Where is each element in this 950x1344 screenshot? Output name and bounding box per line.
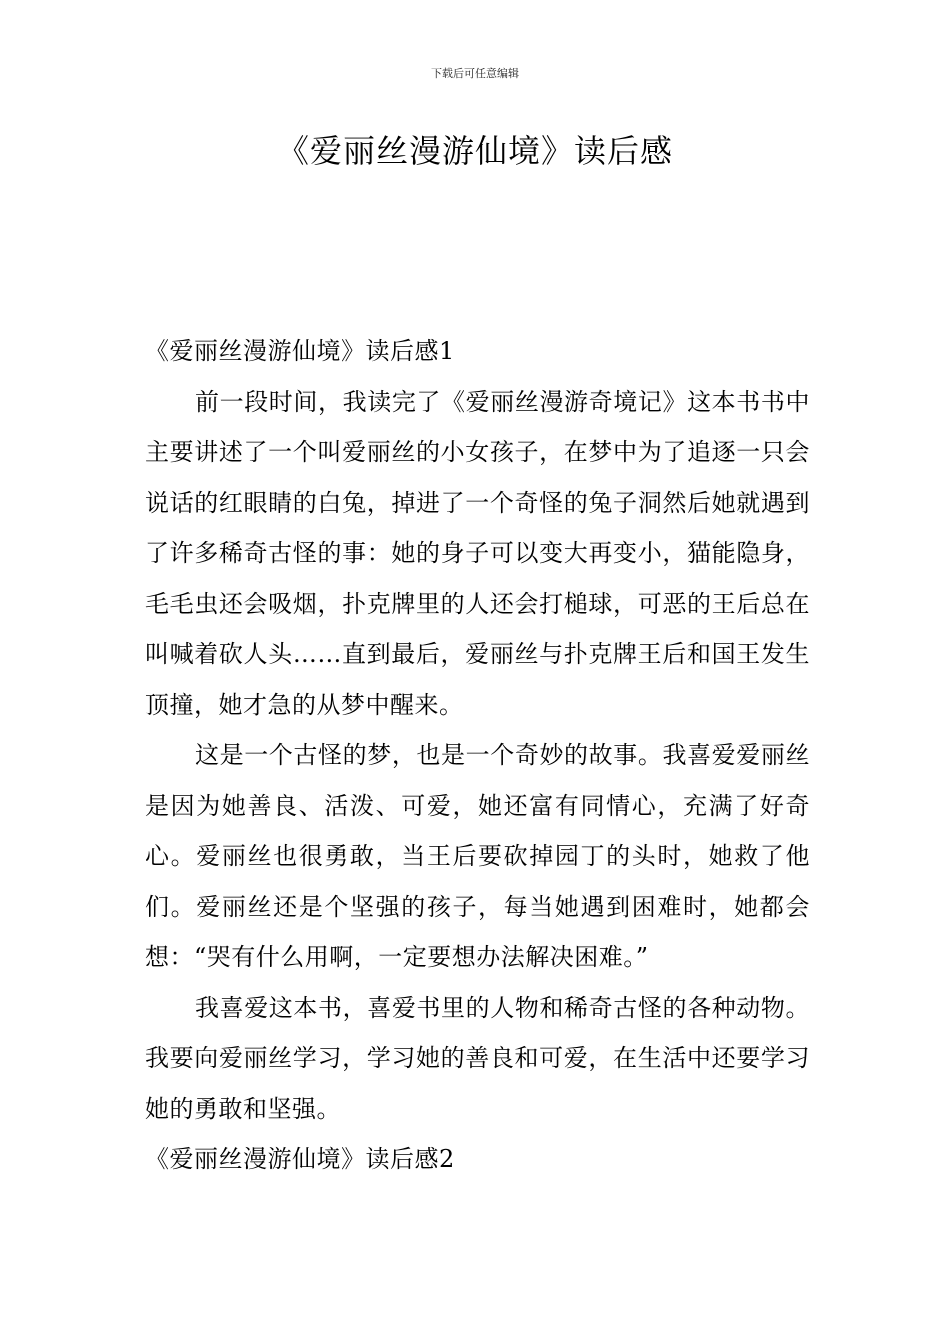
section-heading-2: 《爱丽丝漫游仙境》读后感2	[145, 1145, 455, 1173]
section-heading-1: 《爱丽丝漫游仙境》读后感1	[145, 337, 455, 365]
document-title: 《爱丽丝漫游仙境》读后感	[276, 132, 673, 170]
header-note: 下载后可任意编辑	[431, 67, 519, 80]
document-body	[145, 326, 810, 1185]
paragraph-2: 这是一个古怪的梦，也是一个奇妙的故事。我喜爱爱丽丝是因为她善良、活泼、可爱，她还富有同情心，充满了好奇心。爱丽丝也很勇敢，当王后要砍掉园丁的头时，她救了他们。爱丽丝还是个坚强的孩子，每当她遇到困难时，她都会想：“哭有什么用啊，一定要想办法解决困难。”	[145, 741, 810, 971]
paragraph-1: 前一段时间，我读完了《爱丽丝漫游奇境记》这本书书中主要讲述了一个叫爱丽丝的小女孩子，在梦中为了追逐一只会说话的红眼睛的白兔，掉进了一个奇怪的兔子洞然后她就遇到了许多稀奇古怪的事：她的身子可以变大再变小，猫能隐身，毛毛虫还会吸烟，扑克牌里的人还会打槌球，可恶的王后总在叫喊着砍人头……直到最后，爱丽丝与扑克牌王后和国王发生顶撞，她才急的从梦中醒来。	[145, 387, 810, 719]
paragraph-3: 我喜爱这本书，喜爱书里的人物和稀奇古怪的各种动物。我要向爱丽丝学习，学习她的善良和可爱，在生活中还要学习她的勇敢和坚强。	[145, 993, 810, 1123]
